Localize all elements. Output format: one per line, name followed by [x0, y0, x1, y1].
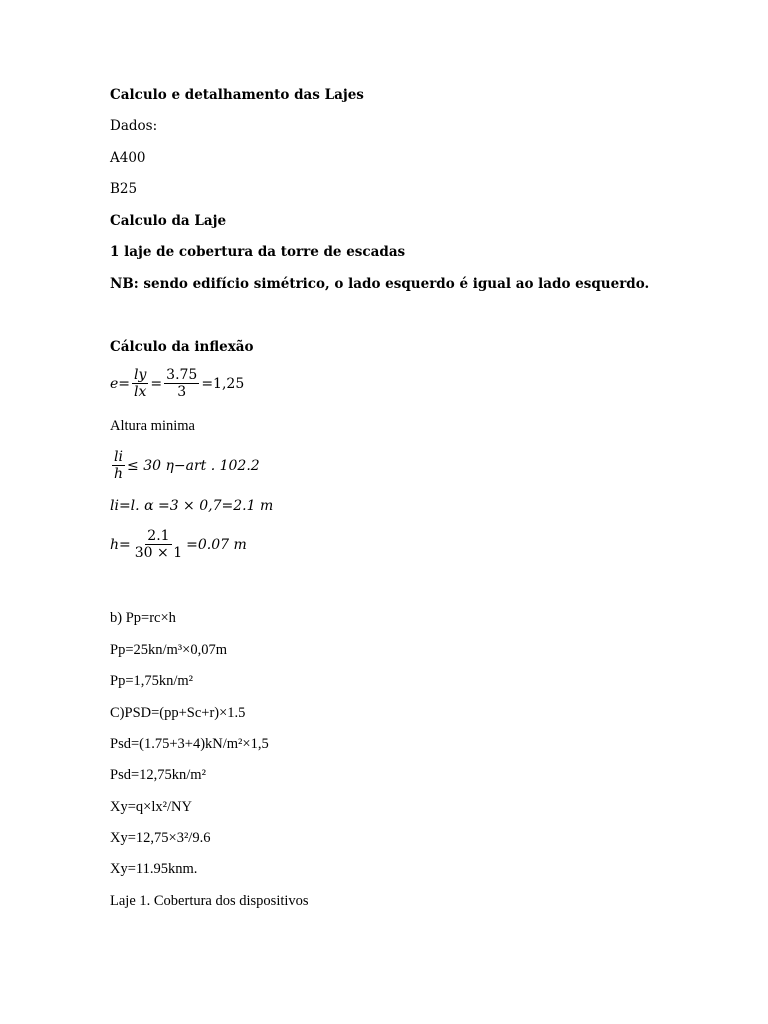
fraction-h	[133, 528, 184, 561]
calc-line: Xy=12,75×3²/9.6	[110, 830, 211, 846]
eq-h-result: =0.07 m	[186, 536, 247, 553]
calc-line: Xy=11.95knm.	[110, 861, 198, 877]
calc-line: Xy=q×lx²/NY	[110, 799, 192, 815]
eq-e-num2: 3.75	[166, 367, 198, 383]
document-heading: Calculo e detalhamento das Lajes	[110, 87, 364, 103]
eq-e-lhs: e	[110, 375, 119, 392]
calc-line: Psd=12,75kn/m²	[110, 767, 206, 783]
calc-laje-heading: Calculo da Laje	[110, 213, 227, 229]
eq-e-num: ly	[134, 367, 147, 383]
calc-line: Psd=(1.75+3+4)kN/m²×1,5	[110, 736, 269, 752]
calc-line: b) Pp=rc×h	[110, 610, 176, 626]
altura-label: Altura minima	[110, 418, 195, 434]
eq-li-text: li=l. α =3 × 0,7=2.1 m	[110, 498, 274, 514]
dados-label: Dados:	[110, 118, 158, 134]
calc-line: Pp=25kn/m³×0,07m	[110, 642, 227, 658]
equation-h	[110, 528, 247, 561]
equation-li-h	[110, 449, 260, 482]
calc-line: C)PSD=(pp+Sc+r)×1.5	[110, 705, 246, 721]
laje1-title: 1 laje de cobertura da torre de escadas	[110, 244, 406, 260]
fraction-ly-lx	[132, 367, 148, 400]
symmetry-note: NB: sendo edifício simétrico, o lado esquerdo é igual ao lado esquerdo.	[110, 276, 650, 292]
equation-li	[110, 498, 273, 514]
calc-line: Pp=1,75kn/m²	[110, 673, 194, 689]
eq-li-h-rhs: ≤ 30 η−art . 102.2	[127, 457, 260, 474]
calc-line: Laje 1. Cobertura dos dispositivos	[110, 893, 309, 909]
eq-li-h-den: h	[114, 466, 124, 482]
inflexao-heading: Cálculo da inflexão	[110, 339, 254, 355]
eq-e-result: =1,25	[201, 375, 245, 392]
eq-h-num: 2.1	[147, 528, 170, 544]
eq-h-lhs: h=	[110, 536, 131, 553]
eq-e-den2: 3	[177, 384, 187, 400]
eq-h-den: 30 × 1	[134, 545, 183, 561]
eq-e-den: lx	[134, 384, 147, 400]
concrete-grade: B25	[110, 181, 138, 197]
steel-grade: A400	[110, 150, 146, 166]
fraction-li-h	[112, 449, 125, 482]
fraction-values	[164, 367, 199, 400]
equation-e: e = $\frac{ly}{lx}$ = $\frac{3.75}{3}$ =1,25	[110, 367, 245, 400]
eq-li-h-num: li	[114, 449, 123, 465]
